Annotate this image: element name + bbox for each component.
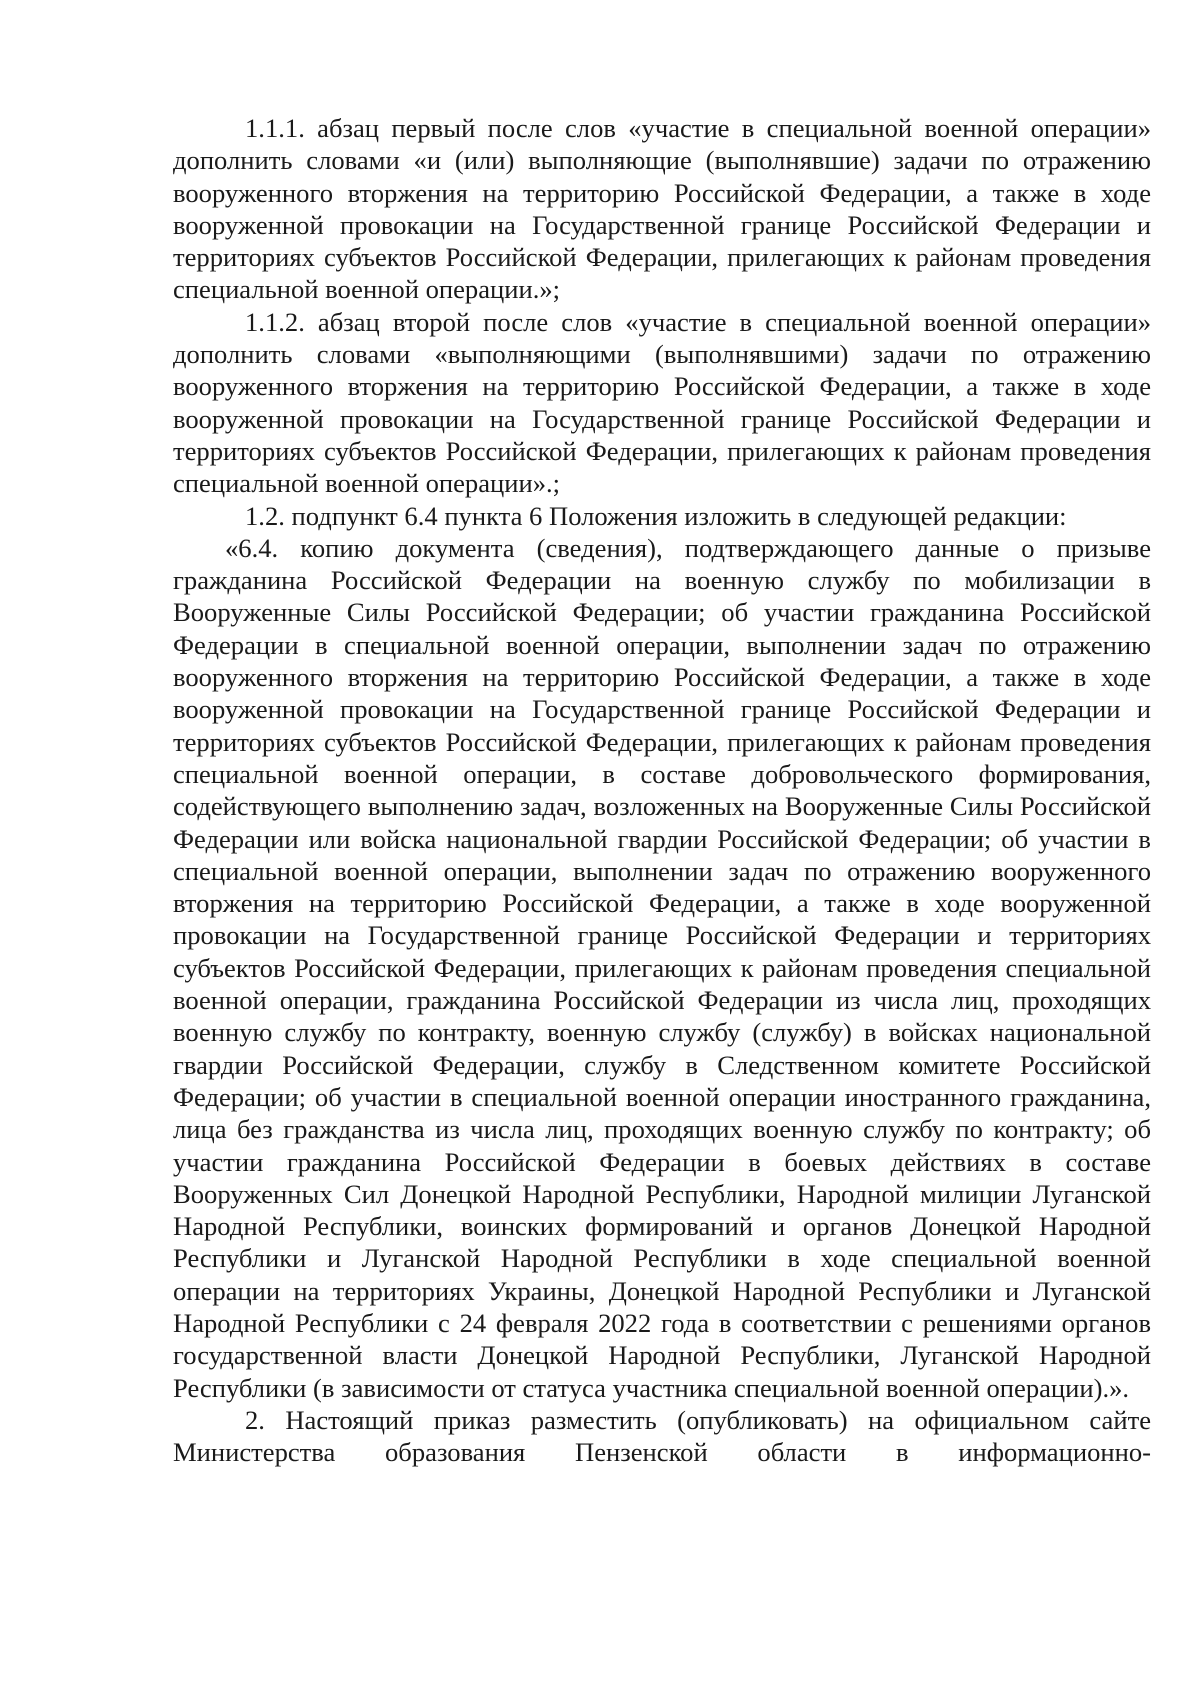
paragraph-1-1-1: 1.1.1. абзац первый после слов «участие в специальной военной операции» дополнить словами «и (или) выполняющие (выполнявшие) задачи по отражению вооруженного вторжения на территорию Российской Федерации, а также в ходе вооруженной провокации на Государственной границе Российской Федерации и территориях субъектов Российской Федерации, прилегающих к районам проведения специальной военной операции.»;	[173, 113, 1151, 305]
document-page	[173, 112, 1151, 1468]
paragraph-1-1-2: 1.1.2. абзац второй после слов «участие в специальной военной операции» дополнить словами «выполняющими (выполнявшими) задачи по отражению вооруженного вторжения на территорию Российской Федерации, а также в ходе вооруженной провокации на Государственной границе Российской Федерации и территориях субъектов Российской Федерации, прилегающих к районам проведения специальной военной операции».;	[173, 306, 1151, 499]
paragraph-2: 2. Настоящий приказ разместить (опубликовать) на официальном сайте Министерства образования Пензенской области в информационно-	[173, 1404, 1151, 1468]
paragraph-1-2: 1.2. подпункт 6.4 пункта 6 Положения изложить в следующей редакции:	[245, 500, 1067, 531]
paragraph-6-4-quote: «6.4. копию документа (сведения), подтверждающего данные о призыве гражданина Российской Федерации на военную службу по мобилизации в Вооруженные Силы Российской Федерации; об участии гражданина Российской Федерации в специальной военной операции, выполнении задач по отражению вооруженного вторжения на территорию Российской Федерации, а также в ходе вооруженной провокации на Государственной границе Российской Федерации и территориях субъектов Российской Федерации, прилегающих к районам проведения специальной военной операции, в составе добровольческого формирования, содействующего выполнению задач, возложенных на Вооруженные Силы Российской Федерации или войска национальной гвардии Российской Федерации; об участии в специальной военной операции, выполнении задач по отражению вооруженного вторжения на территорию Российской Федерации, а также в ходе вооруженной провокации на Государственной границе Российской Федерации и территориях субъектов Российской Федерации, прилегающих к районам проведения специальной военной операции, гражданина Российской Федерации из числа лиц, проходящих военную службу по контракту, военную службу (службу) в войсках национальной гвардии Российской Федерации, службу в Следственном комитете Российской Федерации; об участии в специальной военной операции иностранного гражданина, лица без гражданства из числа лиц, проходящих военную службу по контракту; об участии гражданина Российской Федерации в боевых действиях в составе Вооруженных Сил Донецкой Народной Республики, Народной милиции Луганской Народной Республики, воинских формирований и органов Донецкой Народной Республики и Луганской Народной Республики в ходе специальной военной операции на территориях Украины, Донецкой Народной Республики и Луганской Народной Республики с 24 февраля 2022 года в соответствии с решениями органов государственной власти Донецкой Народной Республики, Луганской Народной Республики (в зависимости от статуса участника специальной военной операции).».	[173, 532, 1151, 1403]
